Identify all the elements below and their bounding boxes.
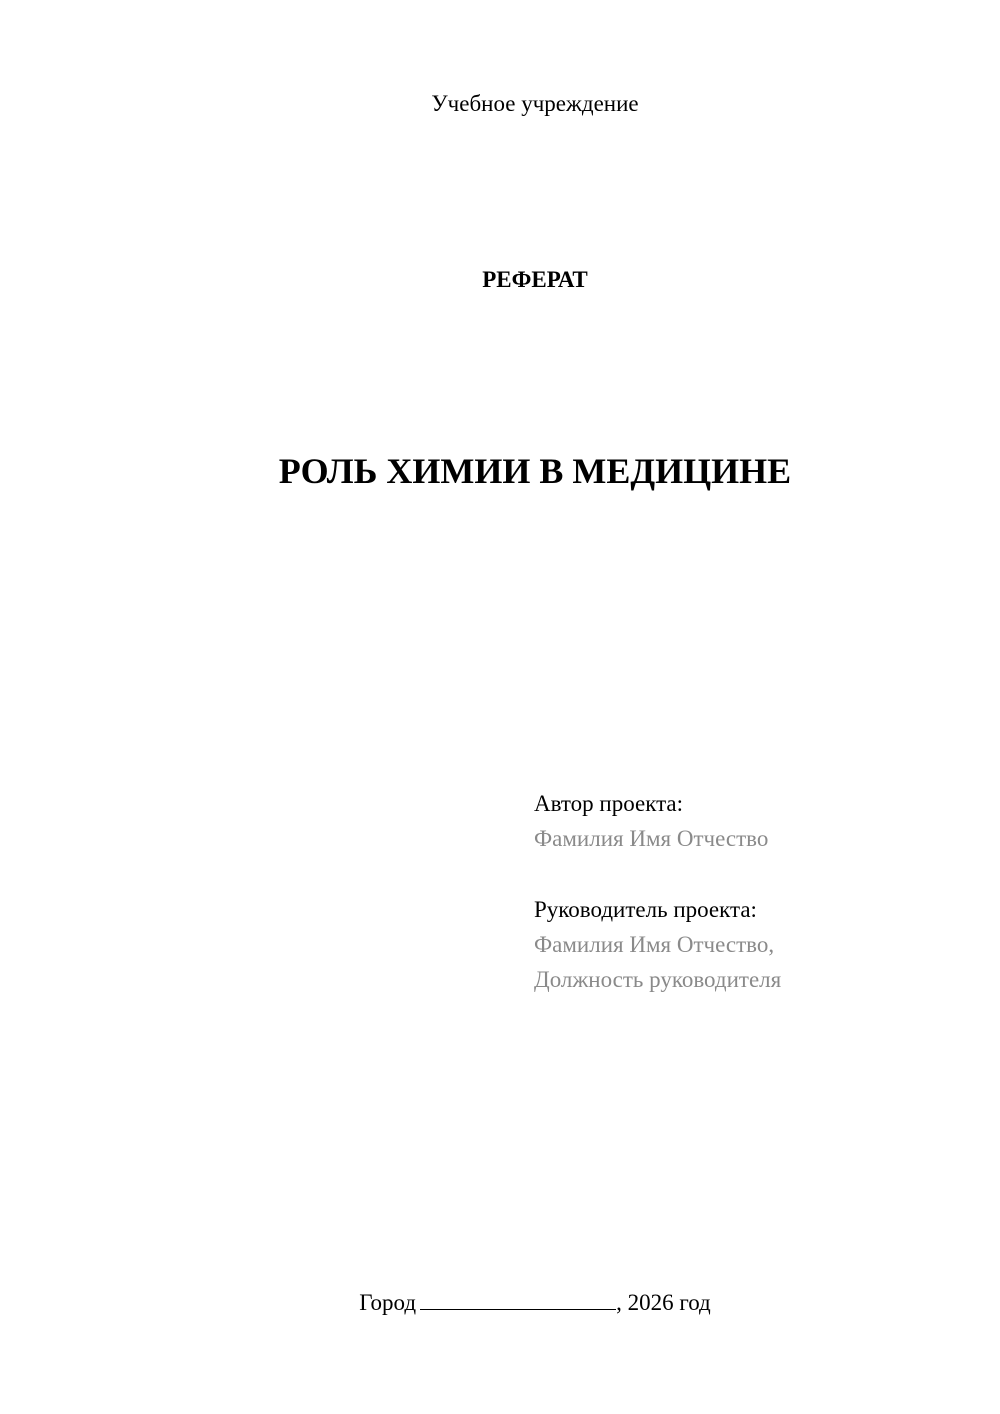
- footer-city-year: [70, 1290, 1000, 1316]
- institution-name: Учебное учреждение: [431, 91, 639, 116]
- year-text: , 2026 год: [616, 1290, 711, 1315]
- author-block: [534, 786, 974, 856]
- document-title: РОЛЬ ХИМИИ В МЕДИЦИНЕ: [278, 451, 792, 491]
- city-blank-line: [420, 1291, 616, 1310]
- supervisor-label: Руководитель проекта:: [534, 897, 757, 922]
- document-type: РЕФЕРАТ: [482, 267, 588, 292]
- supervisor-position-placeholder: Должность руководителя: [534, 967, 782, 992]
- author-name-placeholder: Фамилия Имя Отчество: [534, 826, 769, 851]
- supervisor-name-placeholder: Фамилия Имя Отчество,: [534, 932, 775, 957]
- city-label: Город: [359, 1290, 417, 1315]
- author-label: Автор проекта:: [534, 791, 683, 816]
- supervisor-block: [534, 892, 974, 997]
